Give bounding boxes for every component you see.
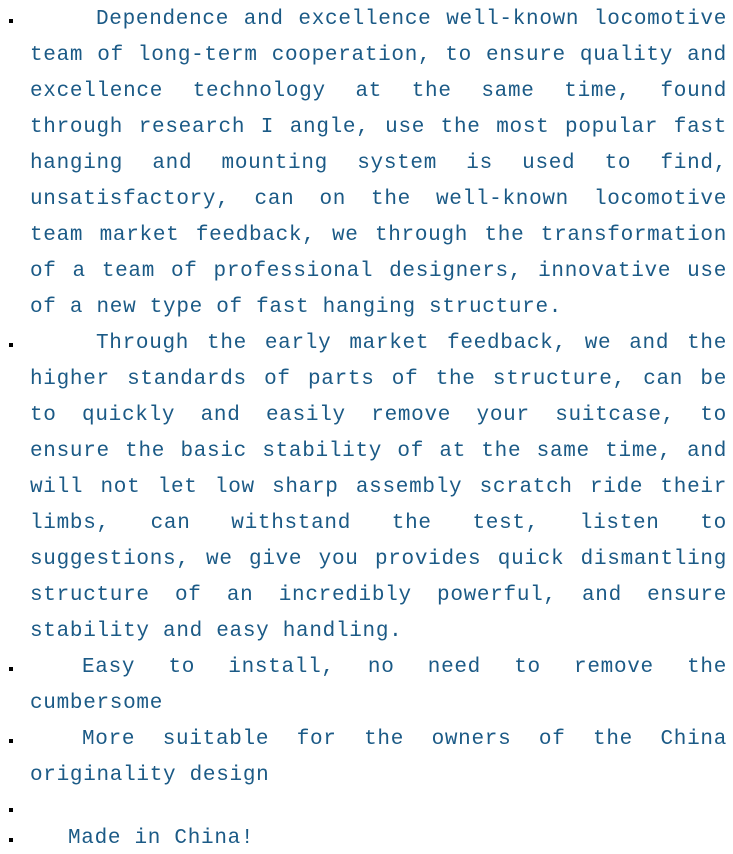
list-item-empty: [0, 794, 733, 824]
bullet-icon: [9, 808, 13, 812]
list-item: [0, 722, 733, 794]
document-body: [0, 2, 733, 854]
list-item-text: Through the early market feedback, we and the higher standards of parts of the structure, can be to quickly and easily remove your suitcase, to ensure the basic stability of at the same time, and will not let low sharp assembly scratch ride their limbs, can withstand the test, listen to suggestions, we give you provides quick dismantling structure of an incredibly powerful, and ensure stability and easy handling.: [30, 332, 727, 643]
list-item: [0, 650, 733, 722]
bullet-icon: [9, 739, 13, 743]
list-item-text: Made in China!: [68, 827, 255, 850]
bullet-icon: [9, 838, 13, 842]
list-item-text: Dependence and excellence well-known locomotive team of long-term cooperation, to ensure quality and excellence technology at the same time, found through research I angle, use the most popular fast hanging and mounting system is used to find, unsatisfactory, can on the well-known locomotive team market feedback, we through the transformation of a team of professional designers, innovative use of a new type of fast hanging structure.: [30, 8, 727, 319]
list-item: [0, 824, 733, 854]
bullet-list: [0, 2, 733, 854]
list-item: [0, 326, 733, 650]
list-item-text: More suitable for the owners of the China originality design: [30, 728, 727, 787]
list-item-text: Easy to install, no need to remove the cumbersome: [30, 656, 727, 715]
bullet-icon: [9, 667, 13, 671]
bullet-icon: [9, 19, 13, 23]
list-item: [0, 2, 733, 326]
bullet-icon: [9, 343, 13, 347]
